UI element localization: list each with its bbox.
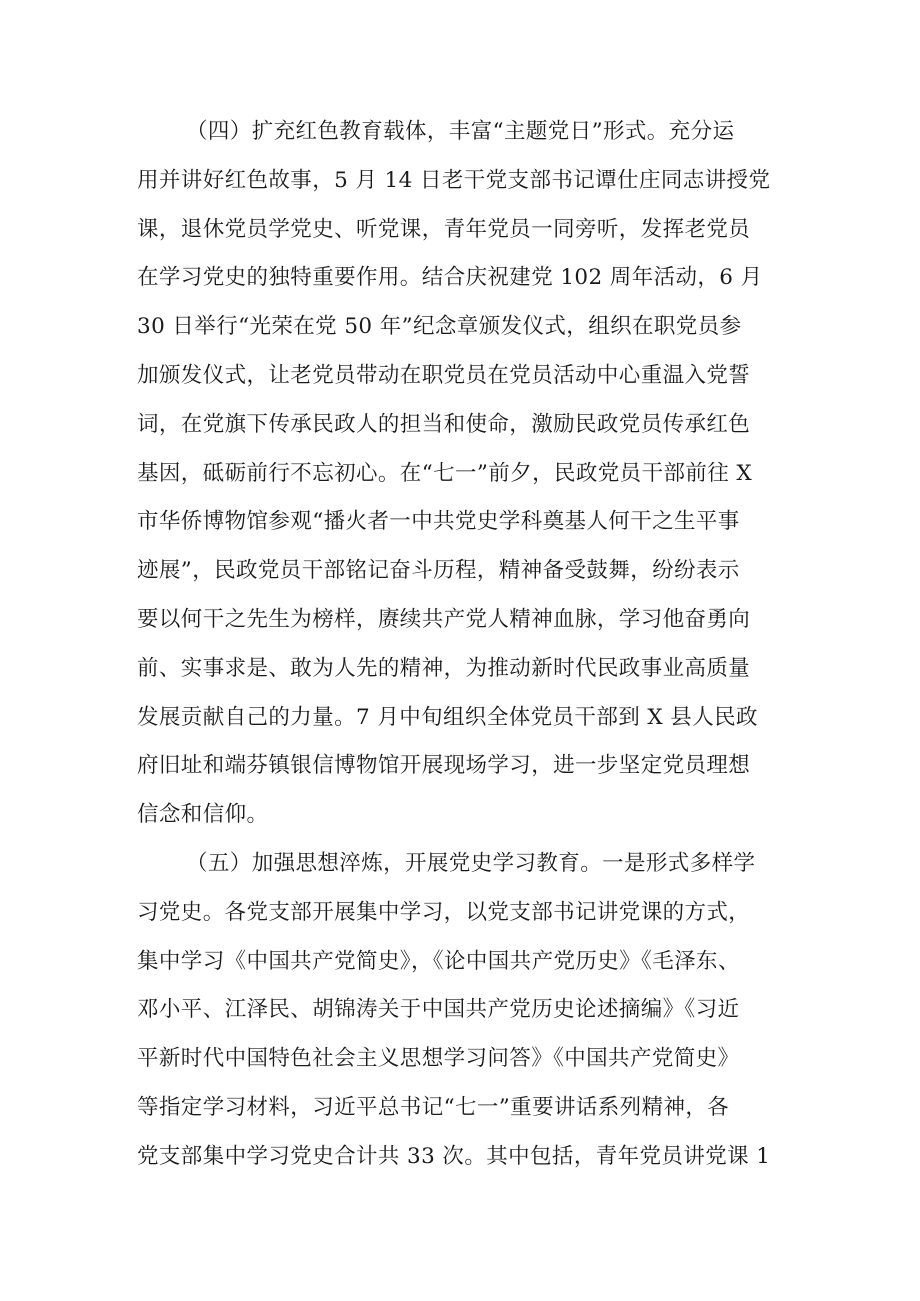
text-line: （四）扩充红色教育载体，丰富“主题党日”形式。充分运 [186,119,735,144]
text-line: 等指定学习材料，习近平总书记“七一”重要讲话系列精神，各 [137,1094,730,1120]
text-line: 用并讲好红色故事，5 月 14 日老干党支部书记谭仕庄同志讲授党 [137,167,771,193]
text-line: 30 日举行“光荣在党 50 年”纪念章颁发仪式，组织在职党员参 [137,314,742,340]
text-line: 基因，砥砺前行不忘初心。在“七一”前夕，民政党员干部前往 X [137,460,753,486]
text-line: 前、实事求是、敢为人先的精神，为推动新时代民政事业高质量 [137,655,751,681]
text-line: 邓小平、江泽民、胡锦涛关于中国共产党历史论述摘编》《习近 [137,997,740,1023]
text-line: 党支部集中学习党史合计共 33 次。其中包括，青年党员讲党课 1 [137,1143,771,1169]
text-line: 信念和信仰。 [137,802,269,828]
text-line: 词，在党旗下传承民政人的担当和使命，激励民政党员传承红色 [137,411,751,437]
text-line: 集中学习《中国共产党简史》，《论中国共产党历史》《毛泽东、 [137,948,740,974]
text-line: 迹展”，民政党员干部铭记奋斗历程，精神备受鼓舞，纷纷表示 [137,558,740,584]
paragraph-4 [137,112,797,844]
document-body [137,112,797,1186]
text-line: 加颁发仪式，让老党员带动在职党员在党员活动中心重温入党誓 [137,362,751,388]
text-line: 课，退休党员学党史、听党课，青年党员一同旁听，发挥老党员 [137,216,751,242]
paragraph-5 [137,844,797,1186]
text-line: 平新时代中国特色社会主义思想学习问答》《中国共产党简史》 [137,1046,740,1072]
text-line: 市华侨博物馆参观“播火者一中共党史学科奠基人何干之生平事 [137,509,740,535]
text-line: （五）加强思想淬炼，开展党史学习教育。一是形式多样学 [186,850,756,876]
text-line: 习党史。各党支部开展集中学习，以党支部书记讲党课的方式， [137,899,751,925]
text-line: 发展贡献自己的力量。7 月中旬组织全体党员干部到 X 县人民政 [137,704,758,730]
text-line: 要以何干之先生为榜样，赓续共产党人精神血脉，学习他奋勇向 [137,606,751,632]
text-line: 在学习党史的独特重要作用。结合庆祝建党 102 周年活动，6 月 [137,265,763,291]
text-line: 府旧址和端芬镇银信博物馆开展现场学习，进一步坚定党员理想 [137,753,751,779]
